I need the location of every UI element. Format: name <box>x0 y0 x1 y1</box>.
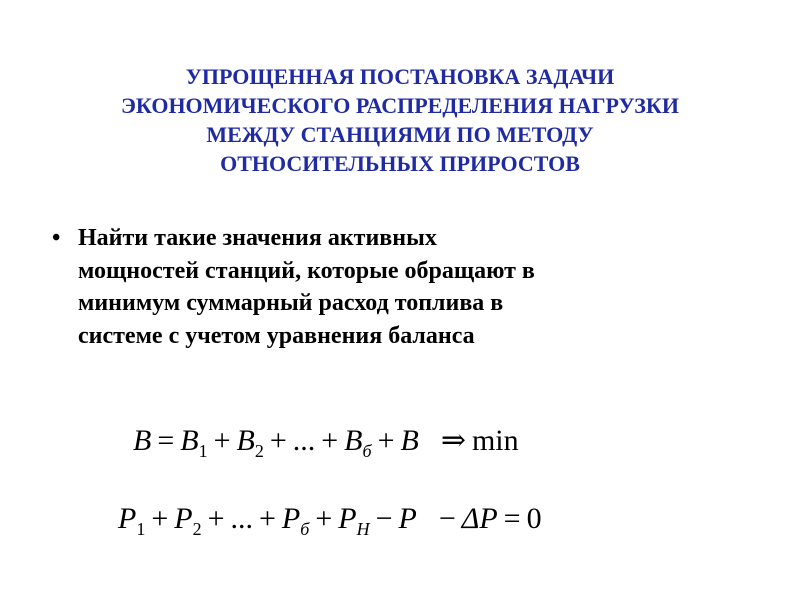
slide-title <box>40 62 760 178</box>
formula1-dots: ... <box>292 424 316 457</box>
formula1-term3-sub: б <box>362 441 372 461</box>
formula2-term1-sub: 1 <box>136 519 146 539</box>
bullet-marker: • <box>52 225 61 251</box>
formula2-equals: = <box>503 502 521 535</box>
formula2-term5: P <box>398 502 417 535</box>
formula1-min: min <box>471 424 519 457</box>
formula1-term3: B <box>344 424 363 457</box>
formula2-term3-sub: б <box>300 519 310 539</box>
formula2-minus1: − <box>375 502 393 535</box>
bullet-line-4: системе с учетом уравнения баланса <box>78 322 475 349</box>
power-balance-formula <box>118 502 542 540</box>
bullet-line-3: минимум суммарный расход топлива в <box>78 290 504 316</box>
formula2-zero: 0 <box>526 502 542 535</box>
formula1-plus3: + <box>321 424 339 457</box>
formula1-equals: = <box>157 424 175 457</box>
formula2-term2: P <box>174 502 193 535</box>
bullet-text <box>78 222 740 352</box>
formula2-dots: ... <box>230 502 253 535</box>
title-line-1: УПРОЩЕННАЯ ПОСТАНОВКА ЗАДАЧИ <box>185 64 615 89</box>
formula2-term4: P <box>338 502 357 535</box>
bullet-line-2: мощностей станций, которые обращают в <box>78 257 535 284</box>
formula1-term1: B <box>180 424 199 457</box>
formula1-term1-sub: 1 <box>198 441 208 461</box>
formula2-plus3: + <box>259 502 276 535</box>
title-line-4: ОТНОСИТЕЛЬНЫХ ПРИРОСТОВ <box>220 151 580 176</box>
formula2-plus2: + <box>207 502 225 535</box>
title-line-2: ЭКОНОМИЧЕСКОГО РАСПРЕДЕЛЕНИЯ НАГРУЗКИ <box>121 93 679 118</box>
formula1-plus1: + <box>213 424 231 457</box>
formula1-plus4: + <box>377 424 395 457</box>
formula1-lhs: B <box>133 424 152 457</box>
formula1-plus2: + <box>269 424 287 457</box>
formula1-term2-sub: 2 <box>254 441 264 461</box>
formula1-term4: B <box>400 424 419 457</box>
formula1-term2: B <box>236 424 255 457</box>
title-line-3: МЕЖДУ СТАНЦИЯМИ ПО МЕТОДУ <box>206 122 594 147</box>
formula2-plus4: + <box>315 502 333 535</box>
bullet-line-1: Найти такие значения активных <box>78 225 437 251</box>
formula2-minus2: − <box>438 502 456 535</box>
implies-icon: ⇒ <box>440 424 466 457</box>
formula2-term3: P <box>281 502 301 535</box>
formula2-term4-sub: H <box>356 519 370 539</box>
formula2-plus1: + <box>151 502 169 535</box>
formula2-term2-sub: 2 <box>192 519 202 539</box>
bullet-paragraph <box>40 222 740 352</box>
fuel-consumption-formula <box>133 423 525 462</box>
formula2-term1: P <box>118 502 137 535</box>
formula2-delta: ΔP <box>461 502 498 535</box>
